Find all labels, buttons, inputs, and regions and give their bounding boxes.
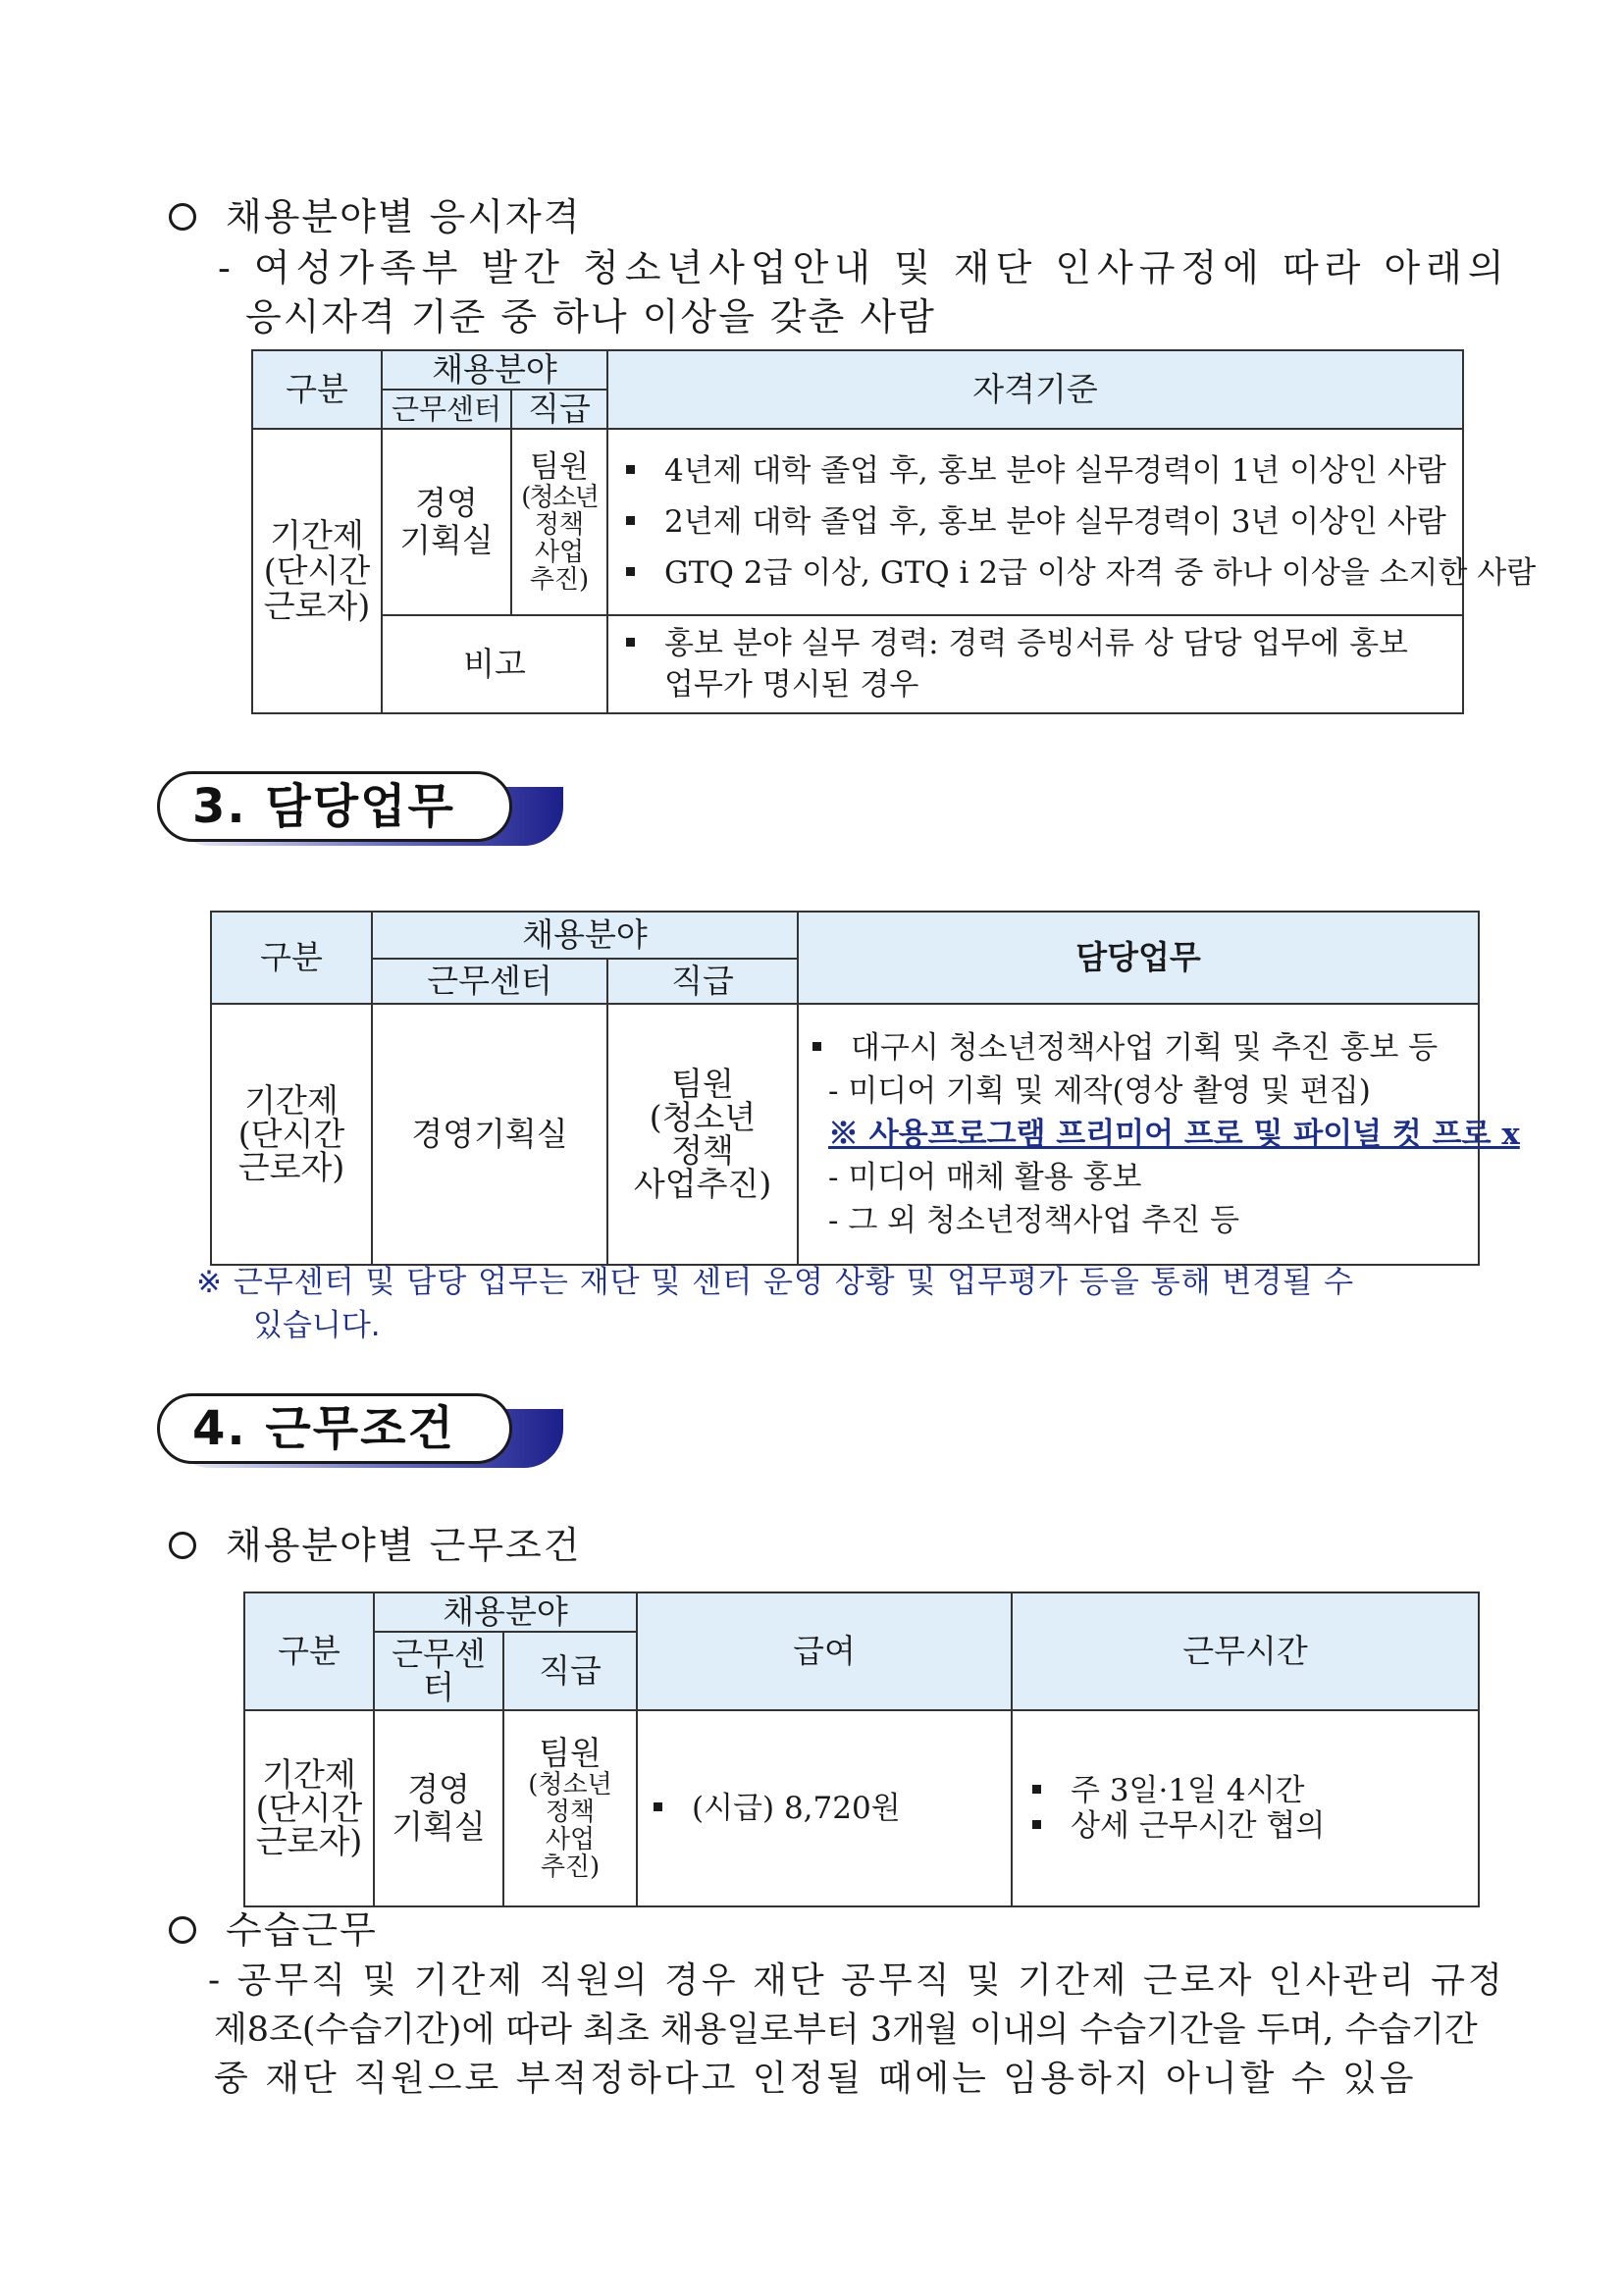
s2-desc-line2: 응시자격 기준 중 하나 이상을 갖춘 사람: [245, 295, 936, 339]
criteria-list: [607, 429, 1537, 615]
th-rank: 직급: [607, 959, 798, 1004]
row-center: 경영 기획실: [374, 1710, 503, 1906]
condition-table: [243, 1592, 1480, 1907]
list-item: GTQ 2급 이상, GTQ i 2급 이상 자격 중 하나 이상을 소지한 사람: [608, 548, 1462, 599]
s2-heading: 채용분야별 응시자격: [169, 194, 581, 239]
s3-note-line2: 있습니다.: [253, 1308, 381, 1343]
probation-line1: - 공무직 및 기간제 직원의 경우 재단 공무직 및 기간제 근로자 인사관리 규정: [208, 1960, 1505, 2001]
th-gubun: 구분: [244, 1592, 374, 1710]
th-field: 채용분야: [382, 350, 607, 390]
circle-bullet-icon: [169, 203, 196, 231]
duty-table: [210, 911, 1520, 1266]
pay-cell: (시급) 8,720원: [637, 1710, 1012, 1906]
th-pay: 급여: [637, 1592, 1012, 1710]
program-note-link[interactable]: ※ 사용프로그램 프리미어 프로 및 파이널 컷 프로 x: [828, 1117, 1520, 1152]
th-criteria: 자격기준: [607, 350, 1463, 429]
square-bullet-icon: [626, 638, 635, 647]
th-hours: 근무시간: [1012, 1592, 1479, 1710]
square-bullet-icon: [626, 465, 635, 474]
row-center: 경영기획실: [372, 1004, 607, 1265]
probation-line2: 제8조(수습기간)에 따라 최초 채용일로부터 3개월 이내의 수습기간을 두며, 수습기간: [214, 2010, 1478, 2050]
th-center: 근무센 터: [374, 1632, 503, 1710]
row-gubun: 기간제 (단시간 근로자): [252, 429, 382, 713]
th-center: 근무센터: [382, 390, 511, 429]
probation-heading: 수습근무: [169, 1907, 378, 1953]
circle-bullet-icon: [169, 1916, 196, 1944]
note-label: 비고: [382, 615, 607, 713]
square-bullet-icon: [626, 567, 635, 576]
row-gubun: 기간제 (단시간 근로자): [211, 1004, 372, 1265]
square-bullet-icon: [654, 1802, 662, 1811]
square-bullet-icon: [626, 516, 635, 525]
circle-bullet-icon: [169, 1532, 196, 1559]
square-bullet-icon: [1032, 1820, 1041, 1829]
list-item: 2년제 대학 졸업 후, 홍보 분야 실무경력이 3년 이상인 사람: [608, 496, 1462, 548]
row-rank: 팀원 (청소년 정책 사업 추진): [503, 1710, 637, 1906]
s3-note-line1: ※ 근무센터 및 담당 업무는 재단 및 센터 운영 상황 및 업무평가 등을 통해 변경될 수: [196, 1265, 1355, 1300]
th-rank: 직급: [511, 390, 607, 429]
row-center: 경영 기획실: [382, 429, 511, 615]
list-item: 대구시 청소년정책사업 기획 및 추진 홍보 등: [799, 1026, 1478, 1070]
row-gubun: 기간제 (단시간 근로자): [244, 1710, 374, 1906]
s4-heading: 채용분야별 근무조건: [169, 1523, 581, 1568]
row-rank: 팀원 (청소년 정책 사업추진): [607, 1004, 798, 1265]
qualification-table: [251, 349, 1537, 714]
th-gubun: 구분: [211, 912, 372, 1004]
th-rank: 직급: [503, 1632, 637, 1710]
s2-desc-line1: - 여성가족부 발간 청소년사업안내 및 재단 인사규정에 따라 아래의: [218, 246, 1510, 289]
th-duty: 담당업무: [798, 912, 1479, 1004]
probation-line3: 중 재단 직원으로 부적정하다고 인정될 때에는 임용하지 아니할 수 있음: [214, 2059, 1417, 2099]
duty-content: 대구시 청소년정책사업 기획 및 추진 홍보 등 - 미디어 기획 및 제작(영상 촬영 및 편집) ※ 사용프로그램 프리미어 프로 및 파이널 컷 프로 x - 미디어 매체 활용 홍보 - 그 외 청소년정책사업 추진 등: [798, 1004, 1479, 1265]
th-field: 채용분야: [372, 912, 798, 959]
section-title: 4. 근무조건: [192, 1401, 455, 1456]
th-gubun: 구분: [252, 350, 382, 429]
th-center: 근무센터: [372, 959, 607, 1004]
hours-cell: 주 3일·1일 4시간 상세 근무시간 협의: [1012, 1710, 1479, 1906]
th-field: 채용분야: [374, 1592, 637, 1632]
row-rank: 팀원 (청소년 정책 사업 추진): [511, 429, 607, 615]
note-content: 홍보 분야 실무 경력: 경력 증빙서류 상 담당 업무에 홍보 업무가 명시된 경우: [607, 615, 1463, 713]
section-title: 3. 담당업무: [192, 779, 455, 834]
square-bullet-icon: [812, 1042, 821, 1051]
square-bullet-icon: [1032, 1785, 1041, 1794]
list-item: 4년제 대학 졸업 후, 홍보 분야 실무경력이 1년 이상인 사람: [608, 445, 1462, 496]
